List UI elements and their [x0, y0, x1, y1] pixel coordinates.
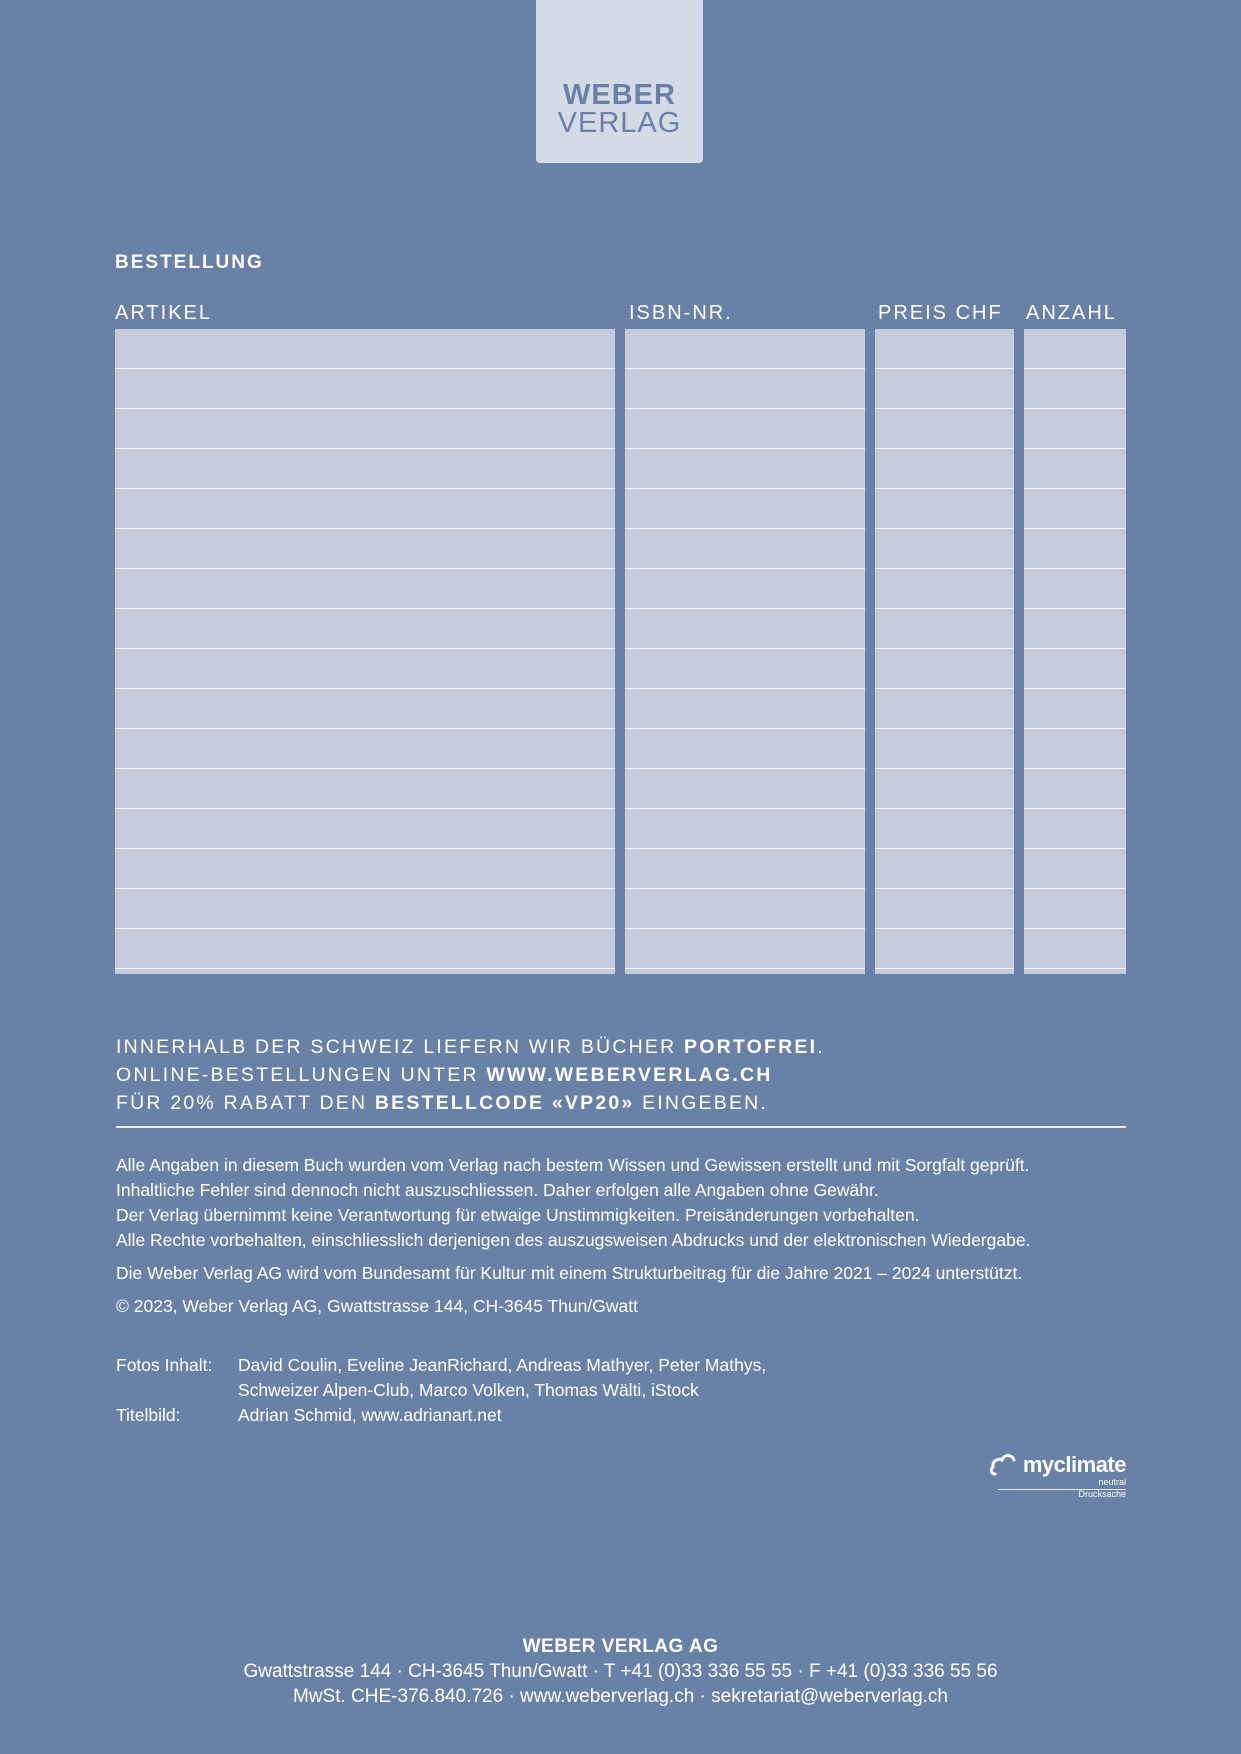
legal-line: Der Verlag übernimmt keine Verantwortung für etwaige Unstimmigkeiten. Preisänderungen vorbehalten.: [116, 1205, 920, 1225]
publisher-logo: [536, 0, 703, 163]
legal-line: Inhaltliche Fehler sind dennoch nicht auszuschliessen. Daher erfolgen alle Angaben ohne Gewähr.: [116, 1180, 879, 1200]
copyright: © 2023, Weber Verlag AG, Gwattstrasse 144, CH-3645 Thun/Gwatt: [116, 1296, 638, 1316]
logo-line-verlag: VERLAG: [557, 107, 682, 139]
myclimate-neutral: neutral: [1098, 1477, 1126, 1487]
cover-value: Adrian Schmid, www.adrianart.net: [238, 1405, 502, 1425]
support-note: Die Weber Verlag AG wird vom Bundesamt für Kultur mit einem Strukturbeitrag für die Jahre 2021 – 2024 unterstützt.: [116, 1263, 1023, 1283]
cover-label: Titelbild:: [116, 1405, 181, 1425]
order-column-artikel[interactable]: [115, 329, 615, 974]
footer: [0, 1634, 1241, 1709]
myclimate-word: myclimate: [1022, 1452, 1126, 1477]
image-credits: [116, 1353, 766, 1428]
delivery-notice: [116, 1033, 825, 1117]
notice-line-2: ONLINE-BESTELLUNGEN UNTER WWW.WEBERVERLAG.CH: [116, 1064, 773, 1086]
divider: [116, 1126, 1126, 1128]
order-column-anzahl[interactable]: [1024, 329, 1126, 974]
cloud-icon: [990, 1448, 1018, 1480]
footer-contact: MwSt. CHE-376.840.726 · www.weberverlag.ch · sekretariat@weberverlag.ch: [293, 1686, 948, 1707]
photos-label: Fotos Inhalt:: [116, 1355, 213, 1375]
column-header-preis: PREIS CHF: [878, 302, 1003, 324]
column-header-artikel: ARTIKEL: [115, 302, 212, 324]
column-header-isbn: ISBN-NR.: [629, 302, 733, 324]
logo-line-weber: WEBER: [563, 79, 676, 111]
legal-line: Alle Angaben in diesem Buch wurden vom Verlag nach bestem Wissen und Gewissen erstellt und mit Sorgfalt geprüft.: [116, 1155, 1030, 1175]
myclimate-logo: [990, 1444, 1126, 1500]
myclimate-drucksache: Drucksache: [1078, 1489, 1126, 1499]
notice-line-1: INNERHALB DER SCHWEIZ LIEFERN WIR BÜCHER PORTOFREI.: [116, 1036, 825, 1058]
photos-line-2: Schweizer Alpen-Club, Marco Volken, Thomas Wälti, iStock: [238, 1380, 699, 1400]
legal-text: [116, 1153, 1030, 1319]
footer-address: Gwattstrasse 144 · CH-3645 Thun/Gwatt · T +41 (0)33 336 55 55 · F +41 (0)33 336 55 56: [243, 1661, 998, 1682]
column-header-anzahl: ANZAHL: [1026, 302, 1117, 324]
order-column-preis[interactable]: [875, 329, 1014, 974]
notice-line-3: FÜR 20% RABATT DEN BESTELLCODE «VP20» EINGEBEN.: [116, 1092, 769, 1114]
legal-line: Alle Rechte vorbehalten, einschliesslich derjenigen des auszugsweisen Abdrucks und der elektronischen Wiedergabe.: [116, 1230, 1031, 1250]
order-column-isbn[interactable]: [625, 329, 865, 974]
footer-company-name: WEBER VERLAG AG: [522, 1636, 719, 1657]
photos-line-1: David Coulin, Eveline JeanRichard, Andreas Mathyer, Peter Mathys,: [238, 1355, 767, 1375]
order-title: BESTELLUNG: [115, 252, 264, 273]
